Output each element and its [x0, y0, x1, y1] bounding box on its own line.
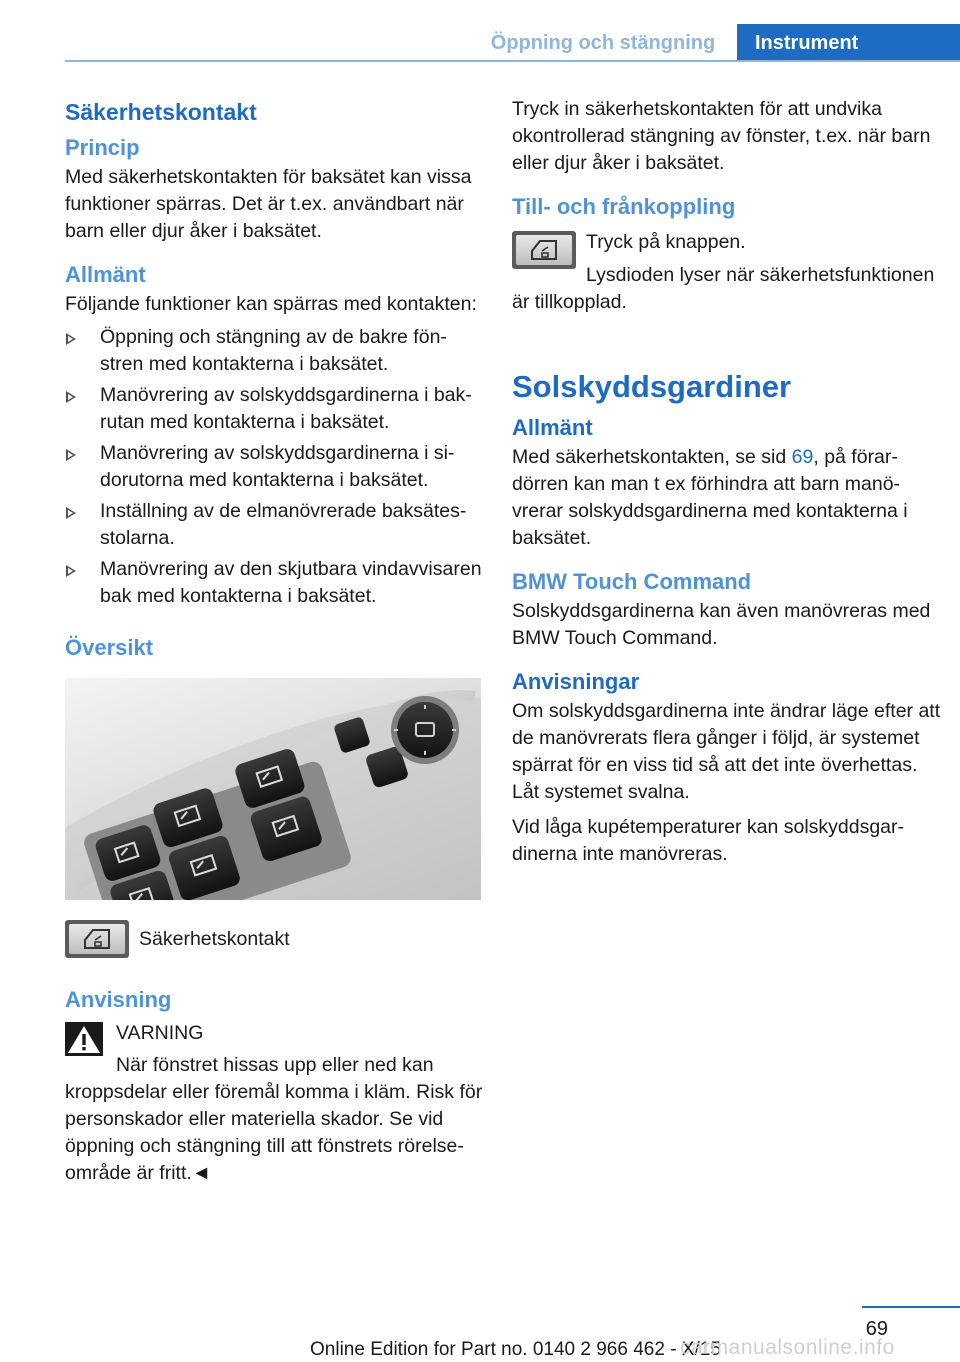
page-reference-link[interactable]: 69	[791, 446, 814, 468]
oversikt-heading: Översikt	[65, 635, 154, 660]
warning-label: VARNING	[116, 1022, 204, 1044]
warning-text: När fönstret hissas upp eller ned kan kroppsdelar eller föremål komma i kläm. Risk för personskador eller materiella skador. Se vid öppning och stängning till att fönstrets rörelseområde är fritt.◄	[65, 1054, 483, 1184]
function-list	[65, 324, 483, 610]
intro-text: Tryck in säkerhetskontakten för att undvika okontrollerad stängning av fönster, t.ex. när barn eller djur åker i baksätet.	[512, 98, 931, 174]
toggle-heading: Till- och frånkoppling	[512, 194, 736, 219]
triangle-bullet-icon	[66, 391, 76, 403]
list-item: Manövrering av den skjutbara vindavvisaren bak med kontakterna i baksätet.	[65, 556, 483, 610]
running-header-section: Öppning och stängning	[490, 32, 716, 54]
princip-text: Med säkerhetskontakten för baksätet kan vissa funktioner spärras. Det är t.ex. användbart när barn eller djur åker i baksätet.	[65, 166, 472, 242]
list-item: Inställning av de elmanövrerade baksätesstolarna.	[65, 498, 483, 552]
touch-command-heading: BMW Touch Command	[512, 569, 752, 594]
safety-switch-symbol-row	[65, 918, 483, 958]
symbol-caption: Säkerhetskontakt	[139, 928, 290, 950]
window-switch-illustration	[65, 678, 481, 900]
list-item: Öppning och stängning av de bakre fönstren med kontakterna i baksätet.	[65, 324, 483, 378]
triangle-bullet-icon	[66, 507, 76, 519]
toggle-step-1: Tryck på knappen.	[586, 231, 746, 253]
sun-allmant-heading: Allmänt	[512, 415, 593, 440]
safety-switch-icon	[512, 231, 576, 269]
edition-note: Online Edition for Part no. 0140 2 966 462 - X/15	[310, 1339, 721, 1360]
door-switch-panel-photo	[65, 678, 481, 900]
anvisning-heading: Anvisning	[65, 987, 172, 1012]
section-title: Säkerhetskontakt	[65, 99, 257, 125]
warning-triangle-icon	[65, 1022, 103, 1056]
safety-switch-icon	[65, 920, 129, 958]
right-column	[512, 96, 942, 868]
running-header-chapter: Instrument	[737, 24, 960, 62]
warning-block	[65, 1020, 483, 1187]
sun-blinds-title: Solskyddsgardiner	[512, 369, 792, 404]
page-number: 69	[865, 1318, 888, 1340]
sun-allmant-text: Med säkerhetskontakten, se sid 69, på förardörren kan man t ex förhindra att barn manövrerar solskyddsgardinerna med kontakterna i baksätet.	[512, 446, 908, 549]
allmant-text: Följande funktioner kan spärras med kontakten:	[65, 293, 477, 315]
allmant-heading: Allmänt	[65, 262, 146, 287]
triangle-bullet-icon	[66, 565, 76, 577]
princip-heading: Princip	[65, 135, 140, 160]
watermark: carmanualsonline.info	[680, 1336, 895, 1359]
footer-rule	[862, 1306, 960, 1308]
list-item: Manövrering av solskyddsgardinerna i sidorutorna med kontakterna i baksätet.	[65, 440, 483, 494]
list-item: Manövrering av solskyddsgardinerna i bakrutan med kontakterna i baksätet.	[65, 382, 483, 436]
toggle-step-2: Lysdioden lyser när säkerhetsfunktionen är tillkopplad.	[512, 264, 935, 313]
notes-heading: Anvisningar	[512, 669, 640, 694]
triangle-bullet-icon	[66, 333, 76, 345]
toggle-step-row	[512, 229, 942, 316]
touch-command-text: Solskyddsgardinerna kan även manövreras med BMW Touch Command.	[512, 600, 931, 649]
notes-text-2: Vid låga kupétemperaturer kan solskyddsgardinerna inte manövreras.	[512, 816, 905, 865]
triangle-bullet-icon	[66, 449, 76, 461]
left-column	[65, 96, 483, 1187]
notes-text-1: Om solskyddsgardinerna inte ändrar läge efter att de manövrerats flera gånger i följd, är systemet spärrat för en viss tid så att det inte överhettas. Låt systemet svalna.	[512, 700, 941, 803]
header-rule	[65, 60, 960, 62]
